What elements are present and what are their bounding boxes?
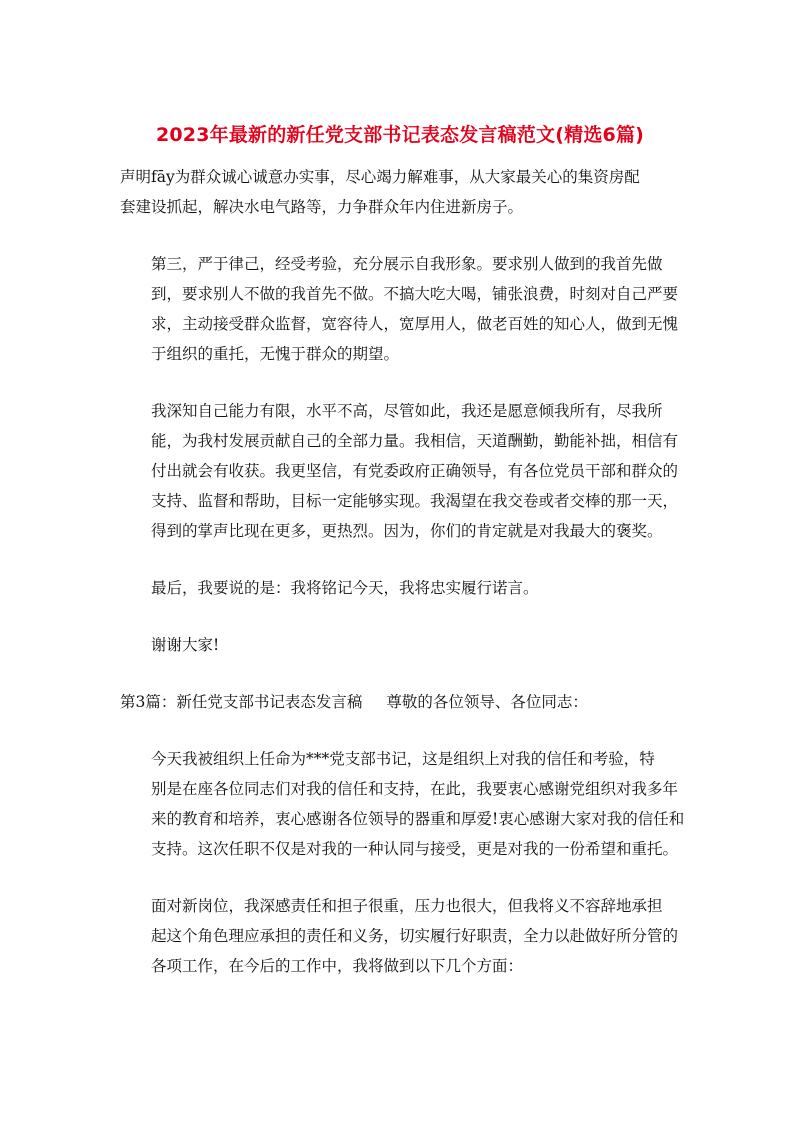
text-line: 于组织的重托，无愧于群众的期望。 <box>151 345 400 363</box>
text-line: 今天我被组织上任命为***党支部书记，这是组织上对我的信任和考验，特 <box>151 750 655 768</box>
text-line: 付出就会有收获。我更坚信，有党委政府正确领导，有各位党员干部和群众的 <box>151 462 679 480</box>
text-line: 第三，严于律己，经受考验，充分展示自我形象。要求别人做到的我首先做 <box>151 255 663 273</box>
text-line: 声明fāy为群众诚心诚意办实事，尽心竭力解难事，从大家最关心的集资房配 <box>120 168 640 186</box>
paragraph-appointment <box>120 744 685 864</box>
paragraph-intro <box>120 162 680 222</box>
text-line: 谢谢大家! <box>151 636 220 654</box>
text-line: 到，要求别人不做的我首先不做。不搞大吃大喝，铺张浪费，时刻对自己严要 <box>151 285 679 303</box>
document-title: 2023年最新的新任党支部书记表态发言稿范文(精选6篇) <box>155 124 645 146</box>
text-line: 能，为我村发展贡献自己的全部力量。我相信，天道酬勤，勤能补拙，相信有 <box>151 432 679 450</box>
text-line: 别是在座各位同志们对我的信任和支持，在此，我要衷心感谢党组织对我多年 <box>151 780 679 798</box>
text-line: 各项工作，在今后的工作中，我将做到以下几个方面： <box>151 957 524 975</box>
text-line: 面对新岗位，我深感责任和担子很重，压力也很大，但我将义不容辞地承担 <box>151 897 663 915</box>
section-heading-line <box>120 687 680 717</box>
paragraph-third-point <box>120 249 680 369</box>
text-line: 支持、监督和帮助，目标一定能够实现。我渴望在我交卷或者交棒的那一天， <box>151 492 679 510</box>
section-label: 第3篇：新任党支部书记表态发言稿 <box>120 693 363 711</box>
text-line: 最后，我要说的是：我将铭记今天，我将忠实履行诺言。 <box>151 579 539 597</box>
text-line: 来的教育和培养，衷心感谢各位领导的器重和厚爱!衷心感谢大家对我的信任和 <box>151 810 685 828</box>
section-heading <box>120 687 680 717</box>
text-line: 套建设抓起，解决水电气路等，力争群众年内住进新房子。 <box>120 198 524 216</box>
paragraph-new-post <box>120 891 680 981</box>
paragraph-ability <box>120 396 680 546</box>
paragraph-thanks <box>120 630 680 660</box>
text-line: 得到的掌声比现在更多，更热烈。因为，你们的肯定就是对我最大的褒奖。 <box>151 522 663 540</box>
text-line: 求，主动接受群众监督，宽容待人，宽厚用人，做老百姓的知心人，做到无愧 <box>151 315 679 333</box>
text-line: 支持。这次任职不仅是对我的一种认同与接受，更是对我的一份希望和重托。 <box>151 840 679 858</box>
salutation: 尊敬的各位领导、各位同志： <box>386 693 588 711</box>
text-line: 我深知自己能力有限，水平不高，尽管如此，我还是愿意倾我所有，尽我所 <box>151 402 663 420</box>
text-line: 起这个角色理应承担的责任和义务，切实履行好职责，全力以赴做好所分管的 <box>151 927 679 945</box>
document-body <box>120 162 685 1008</box>
paragraph-finally <box>120 573 680 603</box>
